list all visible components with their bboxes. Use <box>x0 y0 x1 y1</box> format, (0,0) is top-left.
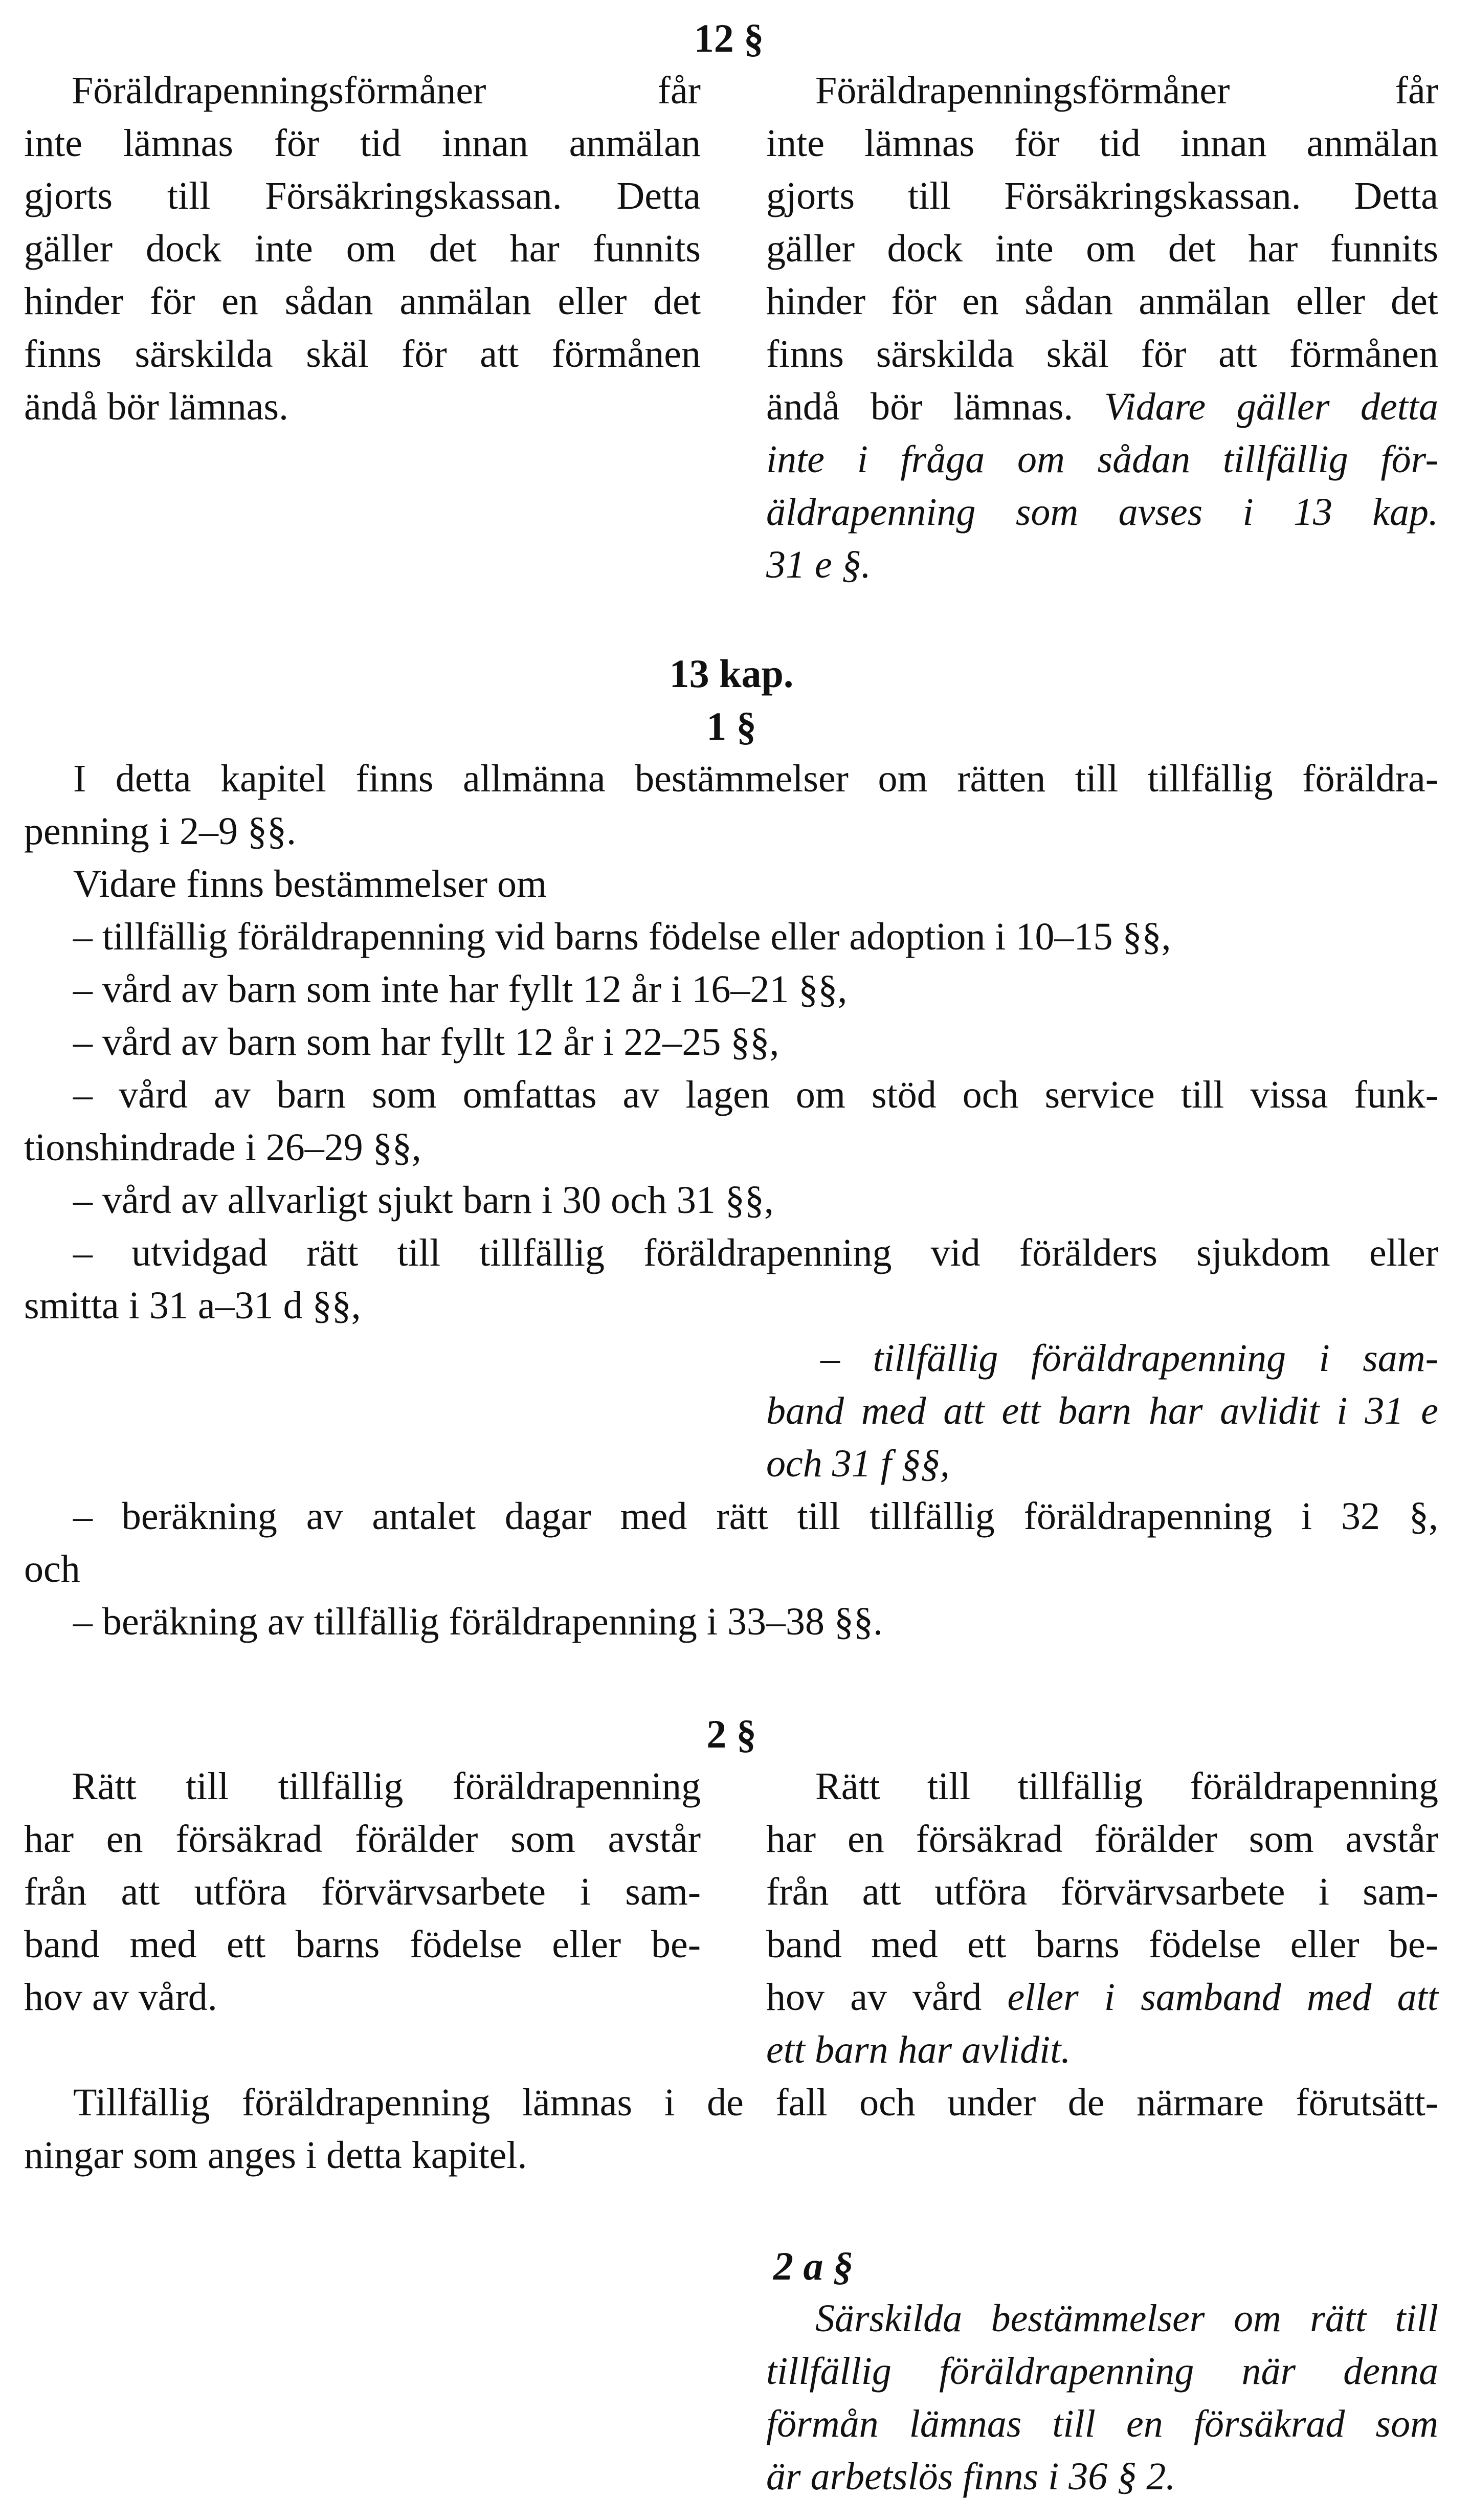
text-line: från att utföra förvärvsarbete i sam- <box>766 1870 1438 1913</box>
section-heading-2: 2 § <box>706 1712 756 1756</box>
list-item: – vård av barn som inte har fyllt 12 år i 16–21 §§, <box>73 968 848 1011</box>
text-amendment-line: Särskilda bestämmelser om rätt till <box>815 2297 1438 2340</box>
chapter-heading-13: 13 kap. <box>669 651 794 696</box>
text-amendment-line: äldrapenning som avses i 13 kap. <box>766 491 1438 534</box>
text-line: har en försäkrad förälder som avstår <box>766 1818 1438 1861</box>
list-item: – vård av allvarligt sjukt barn i 30 och 31 §§, <box>73 1179 774 1222</box>
text-line: Rätt till tillfällig föräldrapenning <box>72 1765 701 1808</box>
text-amendment-line: inte i fråga om sådan tillfällig för- <box>766 438 1438 481</box>
text-line: gäller dock inte om det har funnits <box>766 227 1438 270</box>
text-line: Vidare finns bestämmelser om <box>73 863 547 905</box>
section-heading-2a: 2 a § <box>773 2244 853 2288</box>
text-amendment-line: ett barn har avlidit. <box>766 2028 1071 2071</box>
text-line: finns särskilda skäl för att förmånen <box>766 333 1438 375</box>
list-item: – vård av barn som omfattas av lagen om stöd och service till vissa funk- <box>73 1073 1438 1116</box>
text-line-mixed <box>766 381 1438 433</box>
text-amendment-line: är arbetslös finns i 36 § 2. <box>766 2455 1176 2498</box>
text-amendment-line: 31 e §. <box>766 543 871 586</box>
text-line: gjorts till Försäkringskassan. Detta <box>766 174 1438 217</box>
text-line: penning i 2–9 §§. <box>24 810 296 853</box>
text-amendment: eller i samband med att <box>1007 1976 1438 2019</box>
text-line: band med ett barns födelse eller be- <box>766 1923 1438 1966</box>
text-line: band med ett barns födelse eller be- <box>24 1923 701 1966</box>
list-item-continued: och <box>24 1548 80 1590</box>
text-line: Rätt till tillfällig föräldrapenning <box>815 1765 1438 1808</box>
text-roman: hov av vård <box>766 1976 1008 2019</box>
text-line: Tillfällig föräldrapenning lämnas i de fall och under de närmare förutsätt- <box>73 2081 1438 2124</box>
text-line: inte lämnas för tid innan anmälan <box>24 122 701 165</box>
text-line: ändå bör lämnas. <box>24 385 289 428</box>
text-amendment-line: – tillfällig föräldrapenning i sam- <box>820 1337 1438 1380</box>
text-line: Föräldrapenningsförmåner får <box>72 69 701 112</box>
list-item: – vård av barn som har fyllt 12 år i 22–25 §§, <box>73 1021 779 1064</box>
text-line: finns särskilda skäl för att förmånen <box>24 333 701 375</box>
text-amendment-line: förmån lämnas till en försäkrad som <box>766 2402 1438 2445</box>
text-line: från att utföra förvärvsarbete i sam- <box>24 1870 701 1913</box>
text-line: har en försäkrad förälder som avstår <box>24 1818 701 1861</box>
section-heading-12: 12 § <box>694 16 764 60</box>
list-item: – utvidgad rätt till tillfällig föräldrapenning vid förälders sjukdom eller <box>73 1231 1438 1274</box>
text-line: gäller dock inte om det har funnits <box>24 227 701 270</box>
text-amendment: Vidare gäller detta <box>1104 385 1439 428</box>
list-item: – tillfällig föräldrapenning vid barns födelse eller adoption i 10–15 §§, <box>73 915 1171 958</box>
text-line: hinder för en sådan anmälan eller det <box>24 280 701 323</box>
text-line: gjorts till Försäkringskassan. Detta <box>24 174 701 217</box>
text-amendment-line: band med att ett barn har avlidit i 31 e <box>766 1389 1438 1432</box>
list-item: – beräkning av tillfällig föräldrapenning i 33–38 §§. <box>73 1600 883 1643</box>
text-roman: ändå bör lämnas. <box>766 385 1104 428</box>
section-heading-1: 1 § <box>706 704 756 748</box>
text-line: I detta kapitel finns allmänna bestämmelser om rätten till tillfällig föräldra- <box>73 757 1438 800</box>
list-item-continued: smitta i 31 a–31 d §§, <box>24 1284 361 1327</box>
text-line: inte lämnas för tid innan anmälan <box>766 122 1438 165</box>
text-amendment-line: och 31 f §§, <box>766 1442 950 1485</box>
text-line: ningar som anges i detta kapitel. <box>24 2134 527 2177</box>
text-line-mixed <box>766 1971 1438 2024</box>
list-item-continued: tionshindrade i 26–29 §§, <box>24 1126 421 1169</box>
text-line: hinder för en sådan anmälan eller det <box>766 280 1438 323</box>
text-line: hov av vård. <box>24 1976 217 2019</box>
text-amendment-line: tillfällig föräldrapenning när denna <box>766 2350 1438 2393</box>
text-line: Föräldrapenningsförmåner får <box>815 69 1438 112</box>
list-item: – beräkning av antalet dagar med rätt till tillfällig föräldrapenning i 32 §, <box>73 1495 1438 1538</box>
